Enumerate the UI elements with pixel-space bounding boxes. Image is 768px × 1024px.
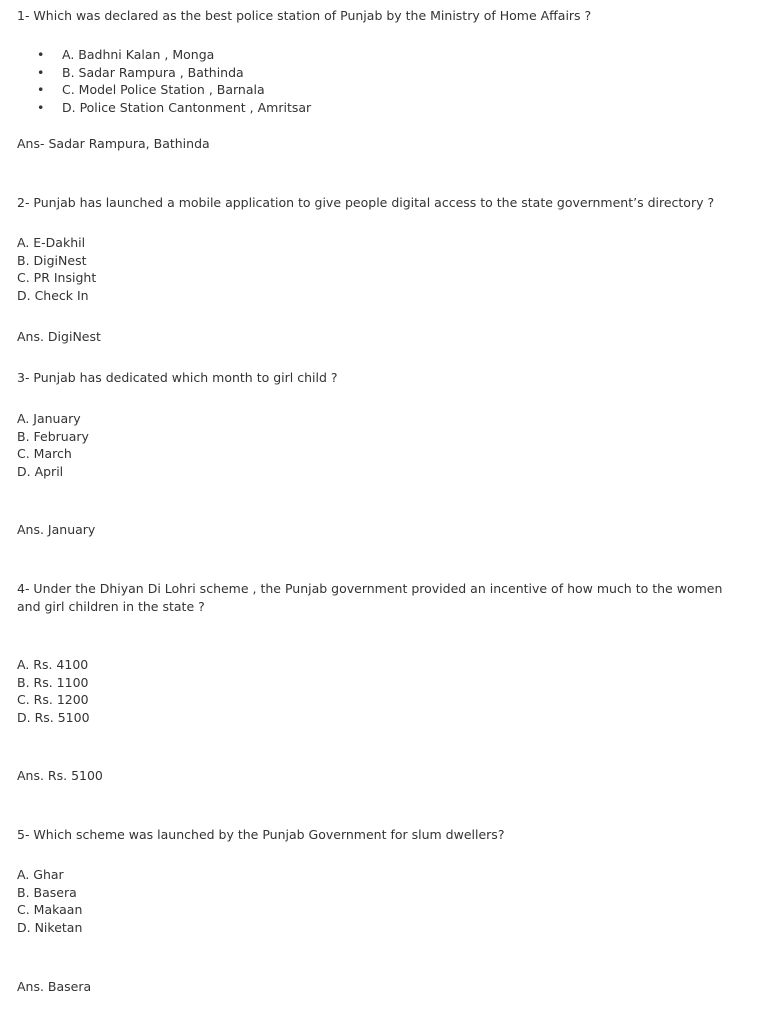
question-4: 4- Under the Dhiyan Di Lohri scheme , the Punjab government provided an incentive of how much to the women and girl children in the state ?	[17, 581, 723, 614]
q2-option-c: C. PR Insight	[17, 270, 97, 285]
q1-option-c: • C. Model Police Station , Barnala	[17, 81, 311, 99]
question-1: 1- Which was declared as the best police station of Punjab by the Ministry of Home Affairs ?	[17, 8, 592, 23]
q3-option-d: D. April	[17, 464, 64, 479]
q5-option-b: B. Basera	[17, 885, 77, 900]
q4-option-a: A. Rs. 4100	[17, 657, 89, 672]
question-2: 2- Punjab has launched a mobile application to give people digital access to the state government’s directory ?	[17, 195, 715, 210]
q3-option-b: B. February	[17, 429, 89, 444]
q1-option-a: • A. Badhni Kalan , Monga	[17, 46, 311, 64]
answer-2: Ans. DigiNest	[17, 329, 101, 344]
q5-option-d: D. Niketan	[17, 920, 83, 935]
q3-option-a: A. January	[17, 411, 81, 426]
question-3: 3- Punjab has dedicated which month to girl child ?	[17, 370, 338, 385]
answer-3: Ans. January	[17, 522, 96, 537]
q2-option-d: D. Check In	[17, 288, 89, 303]
q2-option-a: A. E-Dakhil	[17, 235, 86, 250]
question-5: 5- Which scheme was launched by the Punjab Government for slum dwellers?	[17, 827, 505, 842]
q1-option-d: • D. Police Station Cantonment , Amritsar	[17, 99, 311, 117]
q3-option-c: C. March	[17, 446, 72, 461]
answer-5: Ans. Basera	[17, 979, 92, 994]
question-1-options	[17, 46, 311, 116]
q4-option-c: C. Rs. 1200	[17, 692, 89, 707]
q5-option-a: A. Ghar	[17, 867, 64, 882]
answer-1: Ans- Sadar Rampura, Bathinda	[17, 136, 210, 151]
q1-option-b: • B. Sadar Rampura , Bathinda	[17, 64, 311, 82]
q4-option-b: B. Rs. 1100	[17, 675, 89, 690]
q4-option-d: D. Rs. 5100	[17, 710, 90, 725]
answer-4: Ans. Rs. 5100	[17, 768, 103, 783]
q2-option-b: B. DigiNest	[17, 253, 87, 268]
q5-option-c: C. Makaan	[17, 902, 83, 917]
